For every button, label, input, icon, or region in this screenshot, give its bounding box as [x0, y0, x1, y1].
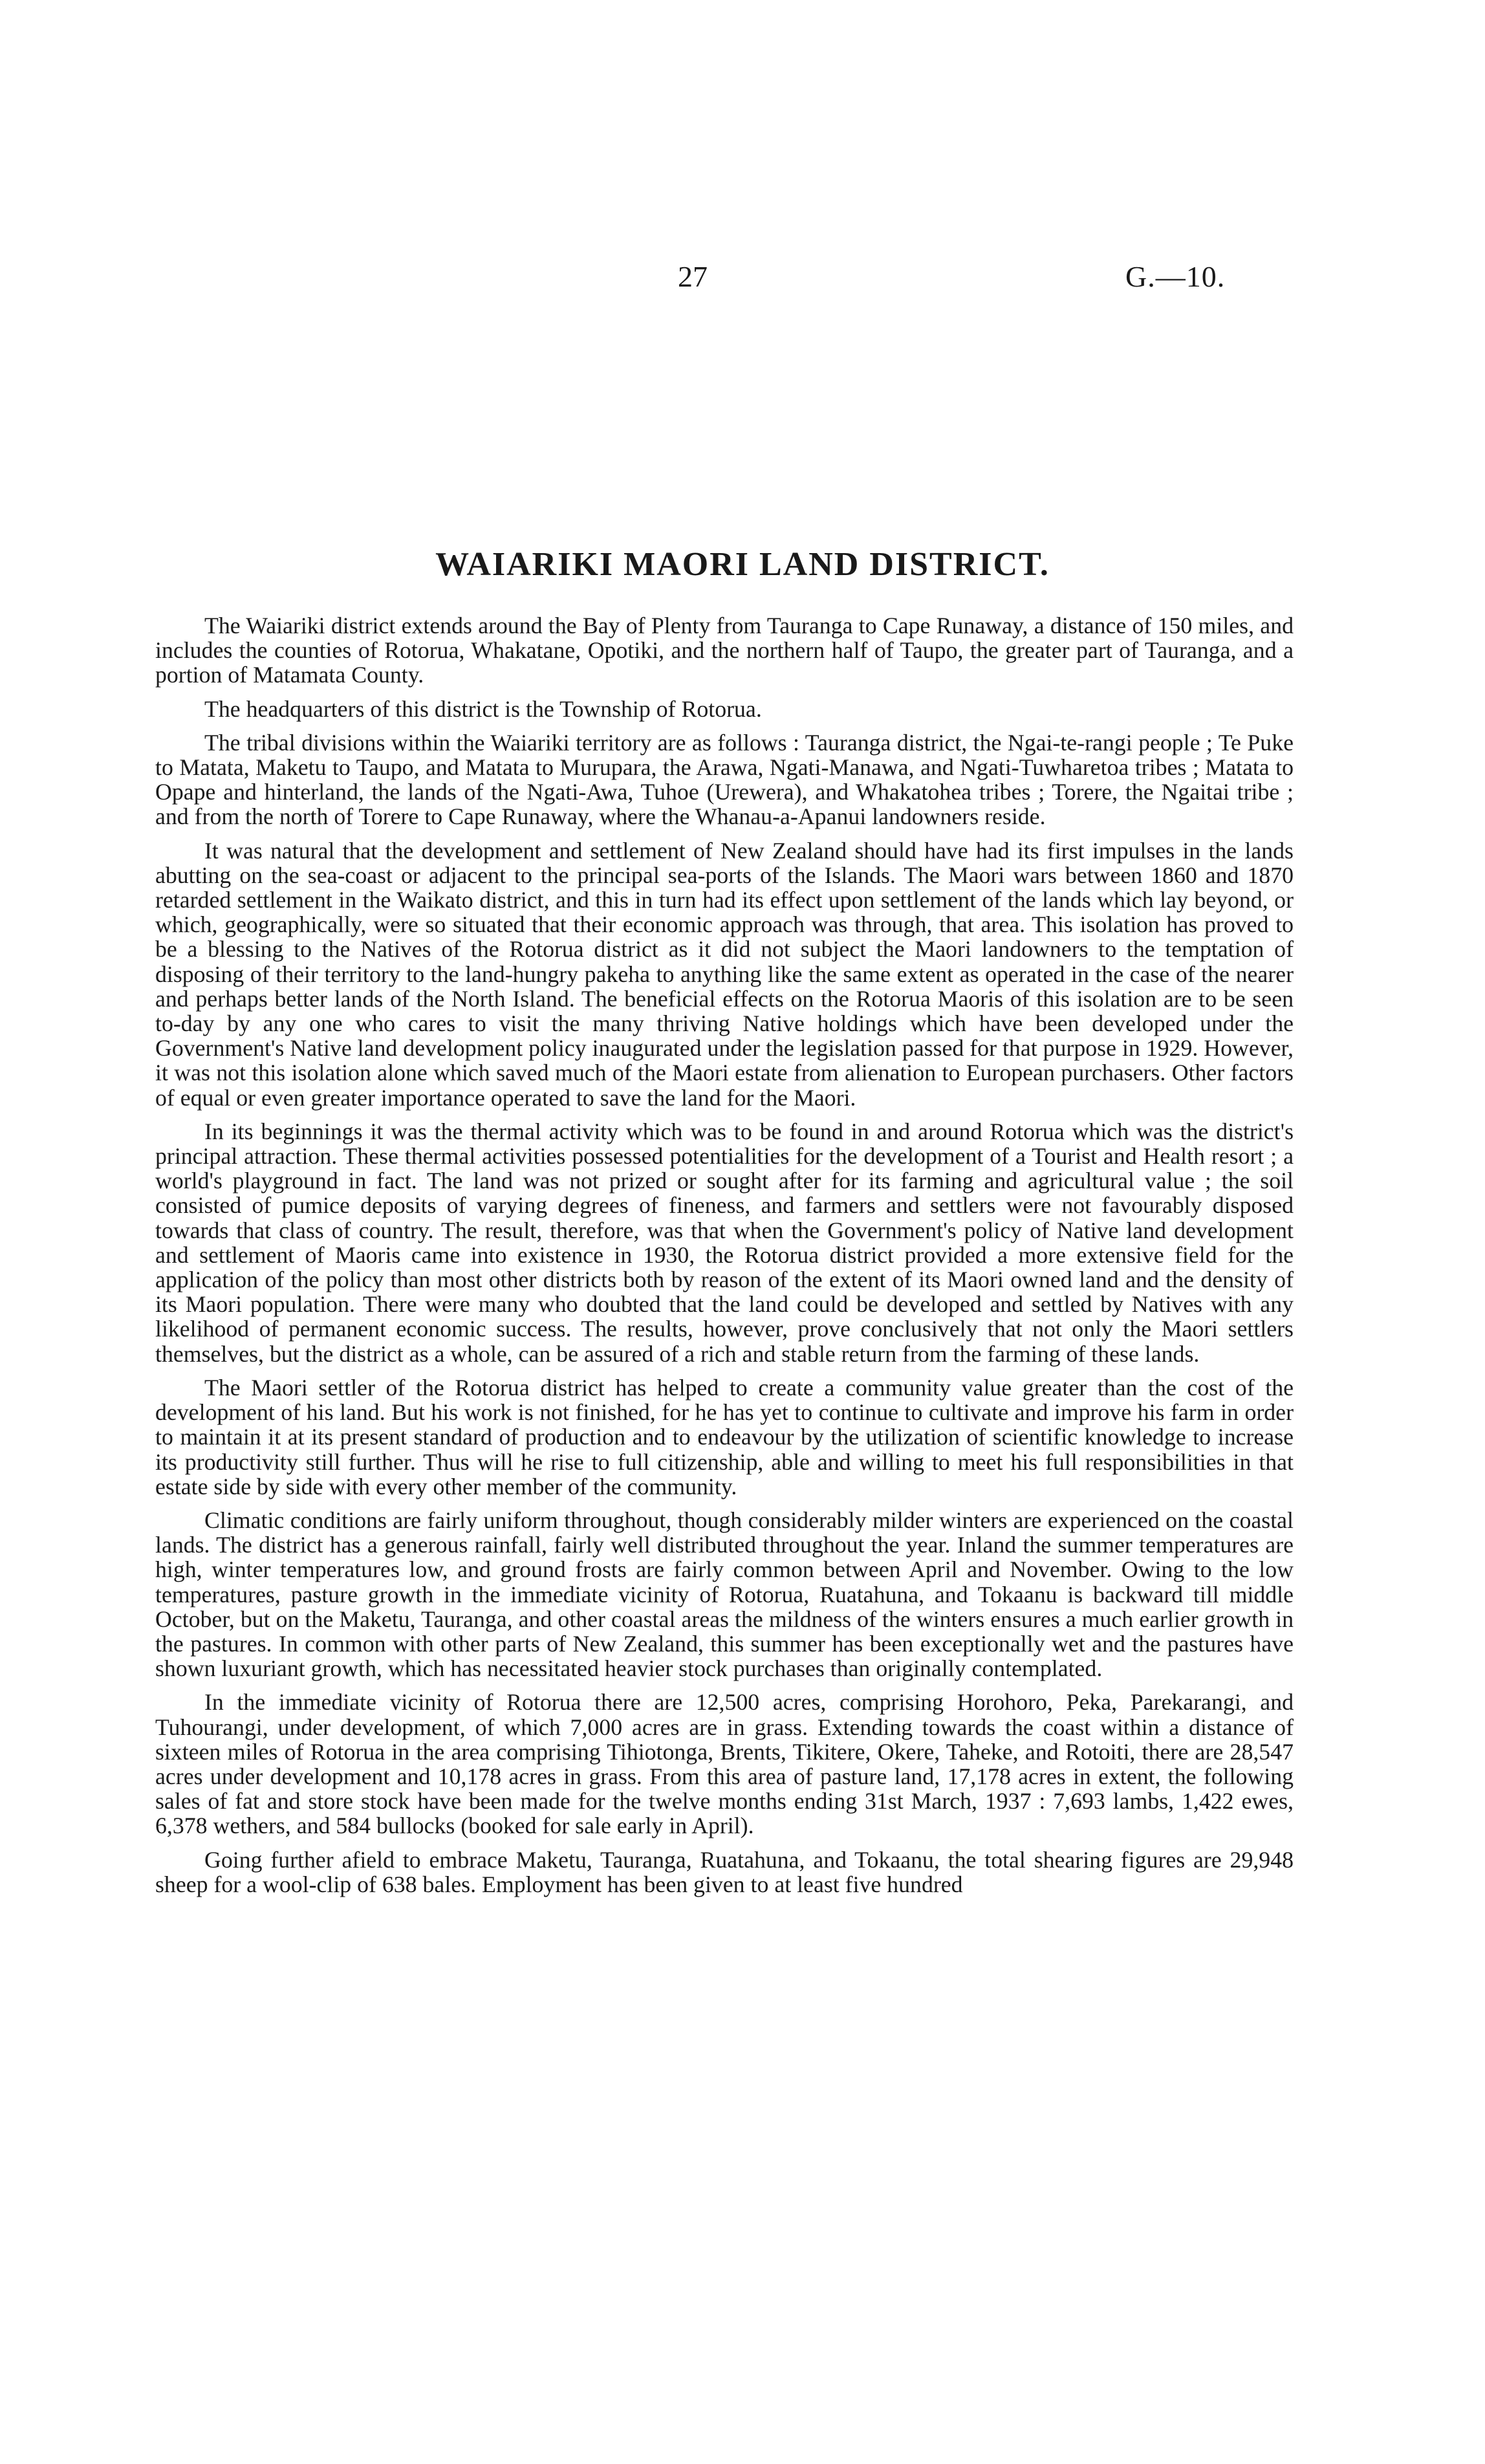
paragraph: The Maori settler of the Rotorua district has helped to create a community value greater than the cost of the development of his land. But his work is not finished, for he has yet to continue to cultivate and improve his farm in order to maintain it at its present standard of production and to endeavour by the utilization of scientific knowledge to increase its productivity still further. Thus will he rise to full citizenship, able and willing to meet his full responsibilities in that estate side by side with every other member of the community. [155, 1374, 1294, 1499]
paragraph: It was natural that the development and settlement of New Zealand should have had its first impulses in the lands abutting on the sea-coast or adjacent to the principal sea-ports of the Islands. The Maori wars between 1860 and 1870 retarded settlement in the Waikato district, and this in turn had its effect upon settlement of the lands which lay beyond, or which, geographically, were so situated that their economic approach was through, that area. This isolation has proved to be a blessing to the Natives of the Rotorua district as it did not subject the Maori landowners to the temptation of disposing of their territory to the land-hungry pakeha to anything like the same extent as operated in the case of the nearer and perhaps better lands of the North Island. The beneficial effects on the Rotorua Maoris of this isolation are to be seen to-day by any one who cares to visit the many thriving Native holdings which have been developed under the Government's Native land development policy inaugurated under the legislation passed for that purpose in 1929. However, it was not this isolation alone which saved much of the Maori estate from alienation to European purchasers. Other factors of equal or even greater importance operated to save the land for the Maori. [155, 837, 1294, 1111]
paragraph: The headquarters of this district is the Township of Rotorua. [204, 695, 762, 722]
paragraph: The tribal divisions within the Waiariki territory are as follows : Tauranga district, the Ngai-te-rangi people ; Te Puke to Matata, Maketu to Taupo, and Matata to Murupara, the Arawa, Ngati-Manawa, and Ngati-Tuwharetoa tribes ; Matata to Opape and hinterland, the lands of the Ngati-Awa, Tuhoe (Urewera), and Whakatohea tribes ; Torere, the Ngaitai tribe ; and from the north of Torere to Cape Runaway, where the Whanau-a-Apanui landowners reside. [155, 729, 1294, 830]
paragraph: The Waiariki district extends around the Bay of Plenty from Tauranga to Cape Runaway, a distance of 150 miles, and includes the counties of Rotorua, Whakatane, Opotiki, and the northern half of Taupo, the greater part of Tauranga, and a portion of Matamata County. [155, 613, 1294, 688]
paragraph: In its beginnings it was the thermal activity which was to be found in and around Rotorua which was the district's principal attraction. These thermal activities possessed potentialities for the development of a Tourist and Health resort ; a world's playground in fact. The land was not prized or sought after for its farming and agricultural value ; the soil consisted of pumice deposits of varying degrees of fineness, and farmers and settlers were not favourably disposed towards that class of country. The result, therefore, was that when the Government's policy of Native land development and settlement of Maoris came into existence in 1930, the Rotorua district provided a more extensive field for the application of the policy than most other districts both by reason of the extent of its Maori owned land and the density of its Maori population. There were many who doubted that the land could be developed and settled by Natives with any likelihood of permanent economic success. The results, however, prove conclusively that not only the Maori settlers themselves, but the district as a whole, can be assured of a rich and stable return from the farming of these lands. [155, 1118, 1294, 1367]
paragraph: In the immediate vicinity of Rotorua there are 12,500 acres, comprising Horohoro, Peka, Parekarangi, and Tuhourangi, under development, of which 7,000 acres are in grass. Extending towards the coast within a distance of sixteen miles of Rotorua in the area comprising Tihiotonga, Brents, Tikitere, Okere, Taheke, and Rotoiti, there are 28,547 acres under development and 10,178 acres in grass. From this area of pasture land, 17,178 acres in extent, the following sales of fat and store stock have been made for the twelve months ending 31st March, 1937 : 7,693 lambs, 1,422 ewes, 6,378 wethers, and 584 bullocks (booked for sale early in April). [155, 1689, 1294, 1839]
paragraph: Climatic conditions are fairly uniform throughout, though considerably milder winters are experienced on the coastal lands. The district has a generous rainfall, fairly well distributed throughout the year. Inland the summer temperatures are high, winter temperatures low, and ground frosts are fairly common between April and November. Owing to the low temperatures, pasture growth in the immediate vicinity of Rotorua, Ruatahuna, and Tokaanu is backward till middle October, but on the Maketu, Tauranga, and other coastal areas the mildness of the winters ensures a much earlier growth in the pastures. In common with other parts of New Zealand, this summer has been exceptionally wet and the pastures have shown luxuriant growth, which has necessitated heavier stock purchases than originally contemplated. [155, 1507, 1294, 1682]
paragraph: Going further afield to embrace Maketu, Tauranga, Ruatahuna, and Tokaanu, the total shearing figures are 29,948 sheep for a wool-clip of 638 bales. Employment has been given to at least five hundred [155, 1846, 1294, 1897]
page-title: WAIARIKI MAORI LAND DISTRICT. [435, 546, 1050, 583]
document-body [155, 613, 1294, 1906]
document-reference: G.—10. [1125, 260, 1226, 293]
page-number: 27 [678, 260, 708, 293]
